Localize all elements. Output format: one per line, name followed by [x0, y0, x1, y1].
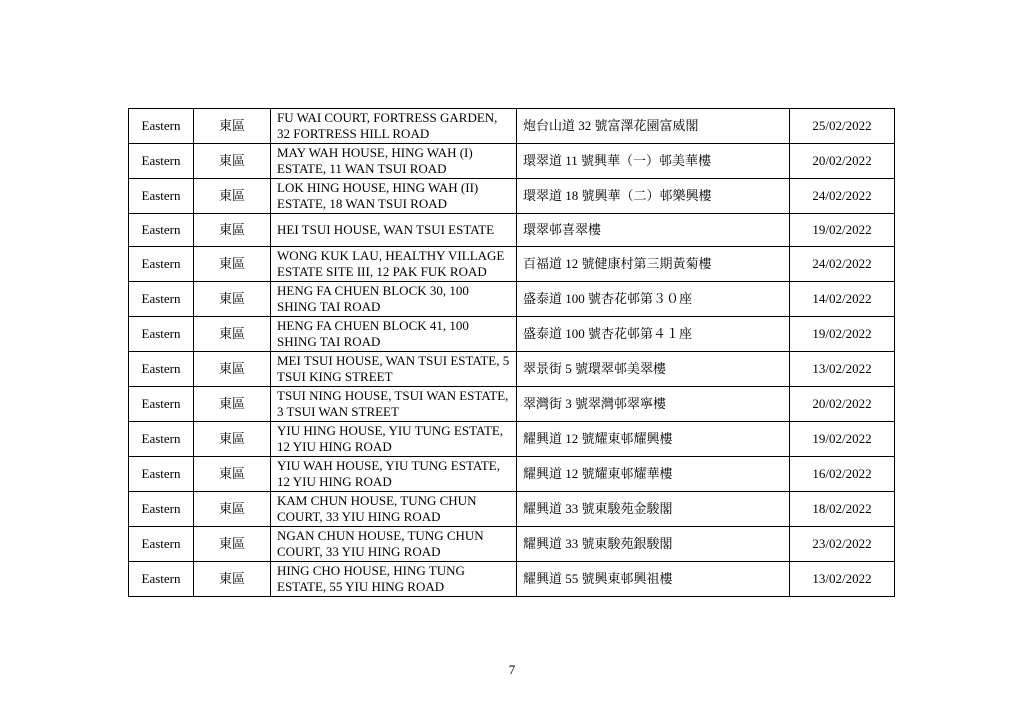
district-en-cell: Eastern [129, 352, 194, 387]
table-row [129, 527, 895, 562]
building-name-cell: FU WAI COURT, FORTRESS GARDEN, 32 FORTRESS HILL ROAD [271, 109, 517, 144]
district-en-cell: Eastern [129, 282, 194, 317]
address-zh-cell: 耀興道 12 號耀東邨耀興樓 [517, 422, 790, 457]
district-zh-cell: 東區 [194, 247, 271, 282]
district-zh-cell: 東區 [194, 109, 271, 144]
table-row [129, 144, 895, 179]
date-cell: 19/02/2022 [790, 422, 895, 457]
address-zh-cell: 耀興道 33 號東駿苑金駿閣 [517, 492, 790, 527]
building-name-cell: TSUI NING HOUSE, TSUI WAN ESTATE, 3 TSUI WAN STREET [271, 387, 517, 422]
district-zh-cell: 東區 [194, 352, 271, 387]
date-cell: 24/02/2022 [790, 179, 895, 214]
district-zh-cell: 東區 [194, 179, 271, 214]
address-zh-cell: 炮台山道 32 號富澤花園富威閣 [517, 109, 790, 144]
district-en-cell: Eastern [129, 387, 194, 422]
building-name-cell: MAY WAH HOUSE, HING WAH (I) ESTATE, 11 WAN TSUI ROAD [271, 144, 517, 179]
building-name-cell: HEI TSUI HOUSE, WAN TSUI ESTATE [271, 214, 517, 247]
date-cell: 20/02/2022 [790, 387, 895, 422]
date-cell: 18/02/2022 [790, 492, 895, 527]
table-row [129, 109, 895, 144]
district-zh-cell: 東區 [194, 527, 271, 562]
table-row [129, 492, 895, 527]
date-cell: 20/02/2022 [790, 144, 895, 179]
building-name-cell: NGAN CHUN HOUSE, TUNG CHUN COURT, 33 YIU HING ROAD [271, 527, 517, 562]
table-row [129, 422, 895, 457]
table-body [129, 109, 895, 597]
date-cell: 25/02/2022 [790, 109, 895, 144]
building-name-cell: MEI TSUI HOUSE, WAN TSUI ESTATE, 5 TSUI KING STREET [271, 352, 517, 387]
table-row [129, 387, 895, 422]
building-name-cell: HENG FA CHUEN BLOCK 30, 100 SHING TAI ROAD [271, 282, 517, 317]
date-cell: 13/02/2022 [790, 562, 895, 597]
district-en-cell: Eastern [129, 214, 194, 247]
district-zh-cell: 東區 [194, 214, 271, 247]
district-en-cell: Eastern [129, 317, 194, 352]
table-row [129, 352, 895, 387]
district-en-cell: Eastern [129, 492, 194, 527]
address-zh-cell: 耀興道 12 號耀東邨耀華樓 [517, 457, 790, 492]
district-zh-cell: 東區 [194, 317, 271, 352]
table-row [129, 179, 895, 214]
district-en-cell: Eastern [129, 562, 194, 597]
address-zh-cell: 盛泰道 100 號杏花邨第４１座 [517, 317, 790, 352]
date-cell: 23/02/2022 [790, 527, 895, 562]
buildings-table [128, 108, 895, 597]
district-zh-cell: 東區 [194, 422, 271, 457]
date-cell: 24/02/2022 [790, 247, 895, 282]
address-zh-cell: 環翠道 11 號興華（一）邨美華樓 [517, 144, 790, 179]
page-number: 7 [508, 662, 516, 677]
district-zh-cell: 東區 [194, 492, 271, 527]
date-cell: 19/02/2022 [790, 317, 895, 352]
table-row [129, 282, 895, 317]
date-cell: 14/02/2022 [790, 282, 895, 317]
district-zh-cell: 東區 [194, 562, 271, 597]
district-en-cell: Eastern [129, 179, 194, 214]
district-zh-cell: 東區 [194, 144, 271, 179]
address-zh-cell: 耀興道 55 號興東邨興祖樓 [517, 562, 790, 597]
address-zh-cell: 翠灣街 3 號翠灣邨翠寧樓 [517, 387, 790, 422]
address-zh-cell: 翠景街 5 號環翠邨美翠樓 [517, 352, 790, 387]
district-zh-cell: 東區 [194, 387, 271, 422]
table-row [129, 214, 895, 247]
building-name-cell: LOK HING HOUSE, HING WAH (II) ESTATE, 18 WAN TSUI ROAD [271, 179, 517, 214]
district-en-cell: Eastern [129, 247, 194, 282]
district-zh-cell: 東區 [194, 457, 271, 492]
table-row [129, 247, 895, 282]
address-zh-cell: 環翠道 18 號興華（二）邨樂興樓 [517, 179, 790, 214]
table-row [129, 317, 895, 352]
building-name-cell: KAM CHUN HOUSE, TUNG CHUN COURT, 33 YIU HING ROAD [271, 492, 517, 527]
district-en-cell: Eastern [129, 457, 194, 492]
building-name-cell: WONG KUK LAU, HEALTHY VILLAGE ESTATE SITE III, 12 PAK FUK ROAD [271, 247, 517, 282]
address-zh-cell: 盛泰道 100 號杏花邨第３０座 [517, 282, 790, 317]
address-zh-cell: 百福道 12 號健康村第三期黃菊樓 [517, 247, 790, 282]
district-en-cell: Eastern [129, 422, 194, 457]
date-cell: 13/02/2022 [790, 352, 895, 387]
building-name-cell: HING CHO HOUSE, HING TUNG ESTATE, 55 YIU HING ROAD [271, 562, 517, 597]
table-row [129, 457, 895, 492]
table-row [129, 562, 895, 597]
building-name-cell: HENG FA CHUEN BLOCK 41, 100 SHING TAI ROAD [271, 317, 517, 352]
district-en-cell: Eastern [129, 109, 194, 144]
building-name-cell: YIU HING HOUSE, YIU TUNG ESTATE, 12 YIU HING ROAD [271, 422, 517, 457]
address-zh-cell: 耀興道 33 號東駿苑銀駿閣 [517, 527, 790, 562]
district-en-cell: Eastern [129, 144, 194, 179]
date-cell: 19/02/2022 [790, 214, 895, 247]
district-en-cell: Eastern [129, 527, 194, 562]
building-name-cell: YIU WAH HOUSE, YIU TUNG ESTATE, 12 YIU HING ROAD [271, 457, 517, 492]
address-zh-cell: 環翠邨喜翠樓 [517, 214, 790, 247]
district-zh-cell: 東區 [194, 282, 271, 317]
date-cell: 16/02/2022 [790, 457, 895, 492]
